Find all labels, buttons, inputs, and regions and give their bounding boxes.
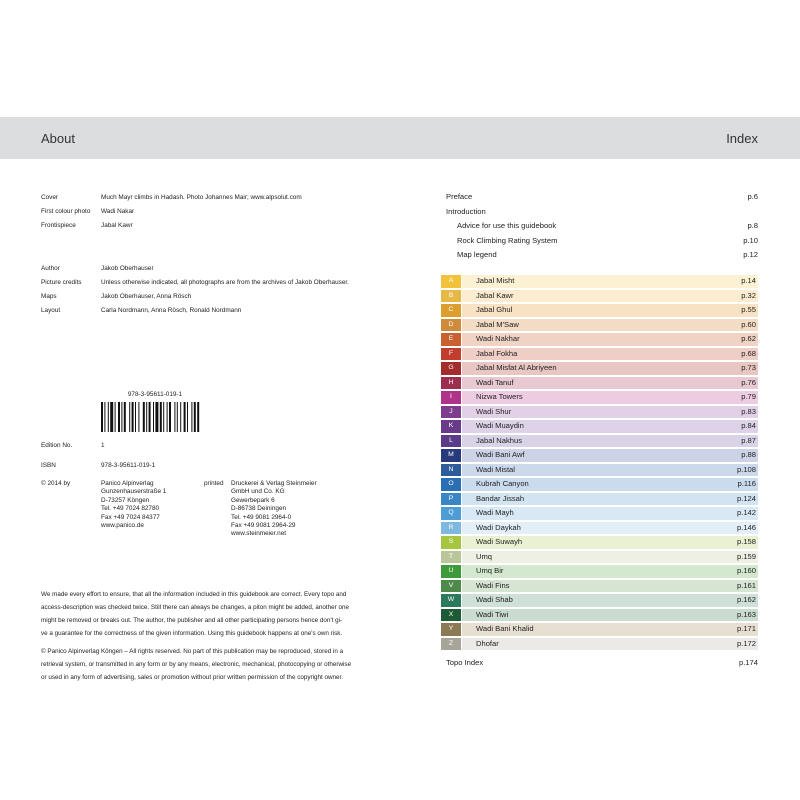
- toc-entry-title: Rock Climbing Rating System: [457, 235, 558, 245]
- publisher-line: Gunzenhauserstraße 1: [101, 488, 167, 496]
- area-page: p.83: [741, 406, 756, 416]
- area-letter-badge: K: [441, 420, 461, 433]
- toc-entry[interactable]: [446, 205, 758, 219]
- area-page: p.60: [741, 319, 756, 329]
- area-entry[interactable]: [441, 609, 758, 622]
- topo-index-page: p.174: [738, 658, 758, 667]
- area-entry[interactable]: [441, 420, 758, 433]
- credit-label: Maps: [41, 293, 57, 300]
- area-page: p.87: [741, 435, 756, 445]
- area-page: p.76: [741, 377, 756, 387]
- publisher-line: www.panico.de: [101, 522, 144, 530]
- area-entry[interactable]: [441, 565, 758, 578]
- toc-entry[interactable]: [446, 234, 758, 248]
- area-entry[interactable]: [441, 522, 758, 535]
- credit-label: Author: [41, 265, 60, 272]
- isbn-value: 978-3-95611-019-1: [101, 462, 156, 469]
- area-name: Jabal Kawr: [476, 290, 514, 300]
- credit-label: Layout: [41, 307, 61, 314]
- area-letter-badge: V: [441, 580, 461, 593]
- isbn-label: ISBN: [41, 462, 56, 469]
- area-entry[interactable]: [441, 551, 758, 564]
- area-name: Umq: [476, 551, 493, 561]
- toc-entry-page: p.6: [747, 192, 758, 201]
- area-page: p.108: [736, 464, 756, 474]
- publisher-line: Tel. +49 7024 82780: [101, 505, 160, 513]
- area-page: p.32: [741, 290, 756, 300]
- topo-index-title: Topo Index: [446, 658, 484, 667]
- area-letter-badge: F: [441, 348, 461, 361]
- area-name: Jabal Fokha: [476, 348, 518, 358]
- rights-line: © Panico Alpinverlag Köngen – All rights reserved. No part of this publication may be reproduced, stored in a: [41, 648, 344, 655]
- area-entry[interactable]: [441, 580, 758, 593]
- area-entry[interactable]: [441, 362, 758, 375]
- credit-value: Jabal Kawr: [101, 222, 133, 229]
- rights-line: or used in any form of advertising, sales or promotion without prior written permission of the copyright owner.: [41, 674, 344, 681]
- area-entry[interactable]: [441, 464, 758, 477]
- area-letter-badge: J: [441, 406, 461, 419]
- area-name: Nizwa Towers: [476, 392, 523, 401]
- area-page: p.142: [736, 508, 756, 517]
- area-letter-badge: Q: [441, 507, 461, 520]
- area-name: Bandar Jissah: [476, 493, 525, 503]
- printer-line: Gewerbepark 6: [231, 496, 275, 504]
- printer-line: Druckerei & Verlag Steinmeier: [231, 480, 317, 487]
- area-page: p.158: [736, 537, 756, 546]
- printer-line: Tel. +49 9081 2964-0: [231, 513, 292, 521]
- printed-label: printed: [204, 480, 224, 487]
- area-page: p.160: [736, 566, 756, 575]
- credit-value: Carla Nordmann, Anna Rösch, Ronald Nordmann: [101, 307, 242, 314]
- area-name: Wadi Nakhar: [476, 334, 520, 343]
- area-bar: [462, 551, 758, 564]
- topo-index-entry[interactable]: [446, 656, 758, 670]
- area-name: Wadi Mayh: [476, 508, 514, 517]
- area-page: p.68: [741, 348, 756, 358]
- credit-label: Picture credits: [41, 279, 82, 286]
- area-letter-badge: Z: [441, 638, 461, 651]
- area-letter-badge: E: [441, 333, 461, 346]
- area-page: p.146: [736, 522, 756, 532]
- area-page: p.84: [741, 421, 756, 430]
- toc-entry[interactable]: [446, 248, 758, 262]
- area-name: Wadi Fins: [476, 580, 510, 590]
- credit-value: Much Mayr climbs in Hadash. Photo Johannes Mair; www.alpsolut.com: [101, 194, 302, 201]
- publisher-line: Panico Alpinverlag: [101, 480, 154, 487]
- area-letter-badge: G: [441, 362, 461, 375]
- barcode-number: 978-3-95611-019-1: [127, 391, 183, 398]
- area-entry[interactable]: [441, 507, 758, 520]
- area-letter-badge: P: [441, 493, 461, 506]
- area-page: p.14: [741, 276, 756, 285]
- area-bar: [462, 638, 758, 651]
- area-letter-badge: H: [441, 377, 461, 390]
- toc-entry-title: Introduction: [446, 206, 486, 216]
- printer-line: GmbH und Co. KG: [231, 488, 285, 496]
- area-letter-badge: Y: [441, 623, 461, 636]
- area-name: Wadi Daykah: [476, 522, 521, 532]
- area-page: p.161: [736, 580, 756, 590]
- rights-line: retrieval system, or transmitted in any form or by any means, electronic, mechanical, photocopying or otherwise: [41, 661, 352, 668]
- area-page: p.124: [736, 493, 756, 503]
- area-letter-badge: I: [441, 391, 461, 404]
- toc-entry[interactable]: [446, 190, 758, 204]
- area-entry[interactable]: [441, 348, 758, 361]
- edition-value: 1: [101, 442, 105, 449]
- barcode-icon: [101, 402, 209, 432]
- toc-entry-title: Preface: [446, 192, 473, 201]
- area-entry[interactable]: [441, 391, 758, 404]
- area-page: p.172: [736, 638, 756, 648]
- toc-entry-page: p.10: [743, 235, 758, 245]
- area-entry[interactable]: [441, 333, 758, 346]
- area-letter-badge: N: [441, 464, 461, 477]
- rights-paragraph: [41, 645, 371, 684]
- area-letter-badge: C: [441, 304, 461, 317]
- area-page: p.73: [741, 363, 756, 372]
- printer-line: www.steinmeier.net: [231, 530, 287, 538]
- area-page: p.62: [741, 334, 756, 343]
- area-name: Jabal M'Saw: [476, 319, 519, 329]
- area-page: p.171: [736, 624, 756, 633]
- area-name: Dhofar: [476, 638, 499, 648]
- area-entry[interactable]: [441, 536, 758, 549]
- area-page: p.163: [736, 609, 756, 619]
- area-page: p.159: [736, 551, 756, 561]
- area-entry[interactable]: [441, 493, 758, 506]
- area-letter-badge: U: [441, 565, 461, 578]
- area-entry[interactable]: [441, 638, 758, 651]
- toc-entry-page: p.8: [747, 221, 758, 230]
- area-entry[interactable]: [441, 594, 758, 607]
- area-letter-badge: A: [441, 275, 461, 288]
- printer-line: D-86738 Deiningen: [231, 505, 287, 513]
- area-name: Wadi Shur: [476, 406, 512, 416]
- credit-value: Wadi Nakar: [101, 208, 135, 215]
- toc-entry-title: Advice for use this guidebook: [457, 221, 557, 230]
- toc-entry-title: Map legend: [457, 250, 497, 259]
- about-heading: About: [41, 131, 75, 146]
- area-letter-badge: S: [441, 536, 461, 549]
- area-letter-badge: M: [441, 449, 461, 462]
- area-letter-badge: B: [441, 290, 461, 303]
- credit-label: Frontispiece: [41, 222, 76, 229]
- area-page: p.88: [741, 450, 756, 459]
- area-letter-badge: W: [441, 594, 461, 607]
- area-letter-badge: X: [441, 609, 461, 622]
- area-entry[interactable]: [441, 435, 758, 448]
- disclaimer-line: might be removed or breaks out. The author, the publisher and all other participating persons hence don't gi-: [41, 617, 343, 624]
- area-entry[interactable]: [441, 290, 758, 303]
- header-band: [0, 117, 800, 159]
- area-name: Jabal Misht: [476, 276, 515, 285]
- area-name: Wadi Shab: [476, 595, 513, 604]
- area-entry[interactable]: [441, 319, 758, 332]
- area-page: p.79: [741, 392, 756, 401]
- area-entry[interactable]: [441, 623, 758, 636]
- credit-value: Unless otherwise indicated, all photographs are from the archives of Jakob Oberhauser.: [101, 279, 349, 286]
- area-entry[interactable]: [441, 377, 758, 390]
- area-entry[interactable]: [441, 304, 758, 317]
- area-name: Wadi Tanuf: [476, 377, 514, 387]
- area-bar: [462, 565, 758, 578]
- area-entry[interactable]: [441, 478, 758, 491]
- toc-entry-page: p.12: [743, 250, 758, 259]
- area-letter-badge: O: [441, 478, 461, 491]
- area-name: Umq Bir: [476, 566, 504, 575]
- printer-address: [231, 480, 317, 539]
- disclaimer-paragraph: [41, 588, 371, 640]
- printer-line: Fax +49 9081 2964-29: [231, 522, 296, 530]
- area-name: Wadi Bani Awf: [476, 450, 525, 459]
- credit-label: Cover: [41, 194, 59, 201]
- area-name: Wadi Bani Khalid: [476, 624, 534, 633]
- area-name: Wadi Mistal: [476, 464, 515, 474]
- index-heading: Index: [726, 131, 758, 146]
- toc-entry[interactable]: [446, 219, 758, 233]
- area-name: Wadi Suwayh: [476, 537, 523, 546]
- area-letter-badge: T: [441, 551, 461, 564]
- edition-label: Edition No.: [41, 442, 73, 449]
- area-entry[interactable]: [441, 449, 758, 462]
- area-name: Jabal Nakhus: [476, 435, 523, 445]
- area-name: Jabal Misfat Al Abriyeen: [476, 363, 557, 372]
- credit-label: First colour photo: [41, 208, 91, 215]
- area-entry[interactable]: [441, 406, 758, 419]
- disclaimer-line: access-description was checked twice. Still there can always be changes, a piton might be added, another one: [41, 604, 350, 611]
- disclaimer-line: ve a guarantee for the correctness of the given information. Using this guidebook happens at one's own risk.: [41, 630, 343, 637]
- area-name: Jabal Ghul: [476, 305, 513, 314]
- area-page: p.55: [741, 305, 756, 314]
- publisher-address: [101, 480, 166, 530]
- area-page: p.116: [737, 479, 756, 488]
- area-letter-badge: D: [441, 319, 461, 332]
- publisher-line: Fax +49 7024 84377: [101, 513, 160, 521]
- area-name: Kubrah Canyon: [476, 479, 529, 488]
- area-letter-badge: R: [441, 522, 461, 535]
- area-name: Wadi Tiwi: [476, 609, 509, 619]
- disclaimer-line: We made every effort to ensure, that all the information included in this guidebook are correct. Every topo and: [41, 591, 347, 598]
- credit-value: Jakob Oberhauser, Anna Rösch: [101, 293, 192, 300]
- publisher-line: D-73257 Köngen: [101, 496, 150, 504]
- area-entry[interactable]: [441, 275, 758, 288]
- copyright-label: © 2014 by: [41, 480, 71, 487]
- area-page: p.162: [736, 595, 756, 604]
- area-letter-badge: L: [441, 435, 461, 448]
- credit-value: Jakob Oberhauser: [101, 265, 154, 272]
- area-name: Wadi Muaydin: [476, 421, 524, 430]
